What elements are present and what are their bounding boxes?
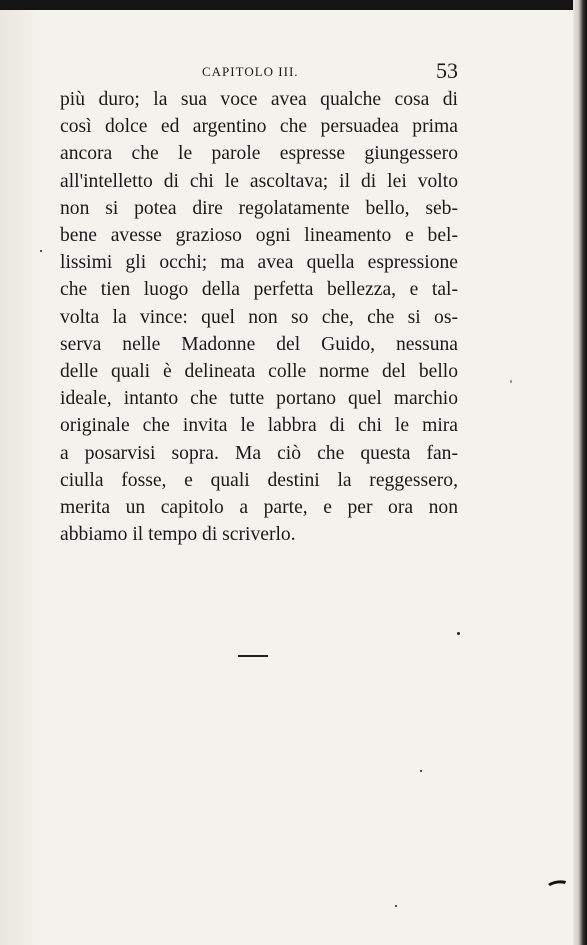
text-line: abbiamo il tempo di scriverlo. bbox=[60, 524, 296, 546]
scan-speck bbox=[457, 632, 460, 635]
text-line: che tien luogo della perfetta bellezza, e tal- bbox=[60, 279, 458, 301]
text-line: merita un capitolo a parte, e per ora non bbox=[60, 497, 458, 519]
text-line: volta la vince: quel non so che, che si os- bbox=[60, 306, 458, 328]
running-head: CAPITOLO III. bbox=[202, 64, 299, 79]
scan-speck bbox=[420, 770, 422, 772]
text-line: a posarvisi sopra. Ma ciò che questa fan- bbox=[60, 442, 458, 464]
scan-mark bbox=[548, 878, 568, 888]
scan-speck bbox=[510, 380, 512, 383]
page-header bbox=[60, 58, 458, 88]
text-line: ancora che le parole espresse giungessero bbox=[60, 143, 458, 165]
scan-top-edge bbox=[0, 0, 587, 10]
scan-speck bbox=[395, 905, 397, 907]
text-line: più duro; la sua voce avea qualche cosa di bbox=[60, 89, 458, 110]
text-line: serva nelle Madonne del Guido, nessuna bbox=[60, 333, 458, 355]
text-line: così dolce ed argentino che persuadea prima bbox=[60, 116, 458, 138]
text-line: bene avesse grazioso ogni lineamento e bel- bbox=[60, 225, 458, 247]
text-line: ciulla fosse, e quali destini la reggessero, bbox=[60, 469, 458, 491]
text-line: delle quali è delineata colle norme del bello bbox=[60, 361, 458, 383]
text-line: ideale, intanto che tutte portano quel marchio bbox=[60, 388, 458, 410]
page-number: 53 bbox=[436, 58, 458, 83]
text-line: all'intelletto di chi le ascoltava; il di lei volto bbox=[60, 170, 458, 192]
text-line: lissimi gli occhi; ma avea quella espressione bbox=[60, 252, 458, 274]
text-line: originale che invita le labbra di chi le mira bbox=[60, 415, 458, 437]
scan-speck bbox=[40, 250, 42, 252]
section-end-rule bbox=[238, 655, 268, 657]
body-text bbox=[60, 86, 458, 548]
text-line: non si potea dire regolatamente bello, seb- bbox=[60, 197, 458, 219]
scan-right-edge bbox=[573, 0, 587, 945]
page-gutter-shade bbox=[0, 10, 40, 945]
